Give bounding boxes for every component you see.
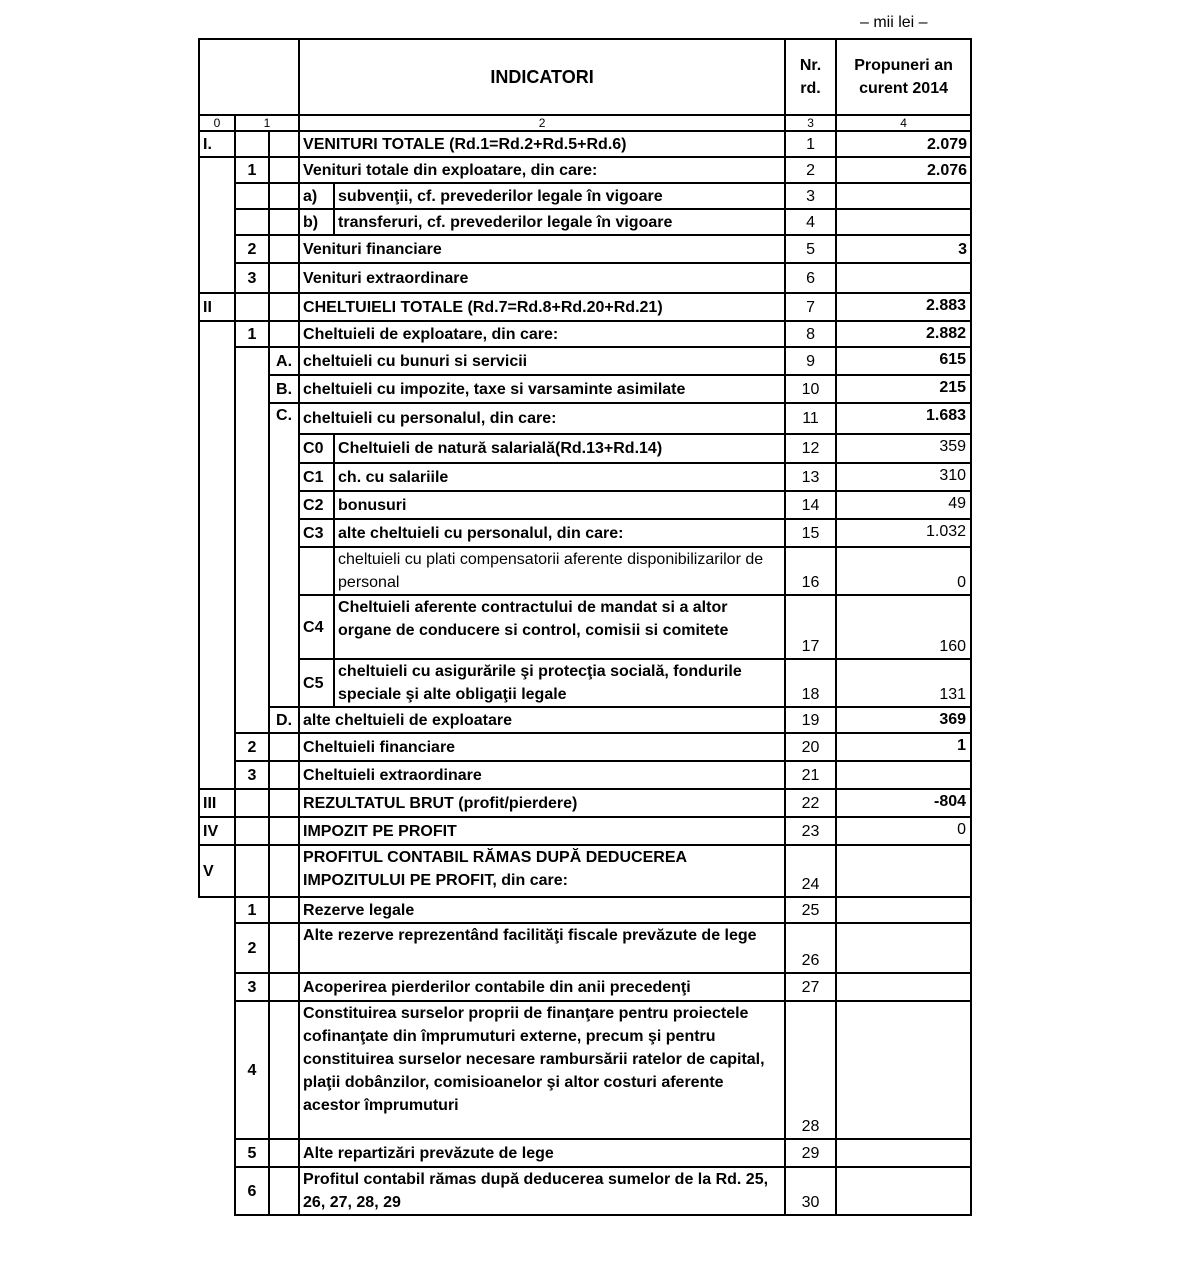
row-text: cheltuieli cu bunuri si servicii — [299, 347, 785, 375]
row-nr: 30 — [785, 1167, 836, 1215]
row-text: Cheltuieli aferente contractului de mandat si a altor organe de conducere si control, comisii si comitete — [334, 595, 785, 659]
table-row — [199, 131, 971, 157]
row-letter: D. — [269, 707, 299, 733]
row-letter: B. — [269, 375, 299, 403]
row-nr: 23 — [785, 817, 836, 845]
table-row — [199, 1001, 971, 1139]
row-text: REZULTATUL BRUT (profit/pierdere) — [299, 789, 785, 817]
row-nr: 2 — [785, 157, 836, 183]
row-text: bonusuri — [334, 491, 785, 519]
table-row — [199, 733, 971, 761]
row-nr: 29 — [785, 1139, 836, 1167]
row-value — [836, 973, 971, 1001]
table-row — [199, 897, 971, 923]
row-nr: 7 — [785, 293, 836, 321]
table-row — [199, 347, 971, 375]
row-nr: 22 — [785, 789, 836, 817]
row-nr: 14 — [785, 491, 836, 519]
row-text: ch. cu salariile — [334, 463, 785, 491]
table-row — [199, 209, 971, 235]
row-text: alte cheltuieli de exploatare — [299, 707, 785, 733]
row-nr: 10 — [785, 375, 836, 403]
row-code: C2 — [299, 491, 334, 519]
table-row — [199, 403, 971, 434]
row-value — [836, 183, 971, 209]
row-letter: b) — [299, 209, 334, 235]
row-value: 0 — [836, 547, 971, 595]
column-index-row — [199, 115, 971, 131]
row-text: cheltuieli cu plati compensatorii aferente disponibilizarilor de personal — [334, 547, 785, 595]
row-nr: 28 — [785, 1001, 836, 1139]
header-blank — [199, 39, 299, 115]
row-text: subvenţii, cf. prevederilor legale în vigoare — [334, 183, 785, 209]
row-arabic: 1 — [235, 321, 269, 347]
row-value: 615 — [836, 347, 971, 375]
budget-table — [198, 38, 972, 1216]
row-value: 215 — [836, 375, 971, 403]
row-arabic: 1 — [235, 157, 269, 183]
table-row — [199, 789, 971, 817]
row-nr: 16 — [785, 547, 836, 595]
row-value: 359 — [836, 434, 971, 463]
row-text: Venituri extraordinare — [299, 263, 785, 293]
header-indicatori: INDICATORI — [299, 39, 785, 115]
row-text: IMPOZIT PE PROFIT — [299, 817, 785, 845]
row-value — [836, 1001, 971, 1139]
row-text: Venituri totale din exploatare, din care: — [299, 157, 785, 183]
row-code: C4 — [299, 595, 334, 659]
row-value: 1.683 — [836, 403, 971, 434]
row-arabic: 1 — [235, 897, 269, 923]
row-text: VENITURI TOTALE (Rd.1=Rd.2+Rd.5+Rd.6) — [299, 131, 785, 157]
row-nr: 8 — [785, 321, 836, 347]
table-row — [199, 1167, 971, 1215]
row-roman: I. — [199, 131, 235, 157]
table-row — [199, 434, 971, 463]
row-text: Rezerve legale — [299, 897, 785, 923]
row-arabic: 4 — [235, 1001, 269, 1139]
row-nr: 27 — [785, 973, 836, 1001]
col-index-1: 1 — [235, 115, 299, 131]
row-code — [299, 547, 334, 595]
row-text: CHELTUIELI TOTALE (Rd.7=Rd.8+Rd.20+Rd.21) — [299, 293, 785, 321]
row-text: Acoperirea pierderilor contabile din anii precedenţi — [299, 973, 785, 1001]
row-value: -804 — [836, 789, 971, 817]
row-value: 49 — [836, 491, 971, 519]
row-nr: 21 — [785, 761, 836, 789]
row-arabic: 2 — [235, 235, 269, 263]
row-value: 0 — [836, 817, 971, 845]
row-nr: 5 — [785, 235, 836, 263]
table-row — [199, 1139, 971, 1167]
row-roman: III — [199, 789, 235, 817]
table-row — [199, 235, 971, 263]
row-value — [836, 209, 971, 235]
row-code: C0 — [299, 434, 334, 463]
row-text: Cheltuieli de natură salarială(Rd.13+Rd.14) — [334, 434, 785, 463]
row-text: cheltuieli cu impozite, taxe si varsaminte asimilate — [299, 375, 785, 403]
row-text: Profitul contabil rămas după deducerea sumelor de la Rd. 25, 26, 27, 28, 29 — [299, 1167, 785, 1215]
row-letter: A. — [269, 347, 299, 375]
table-row — [199, 519, 971, 547]
row-nr: 18 — [785, 659, 836, 707]
row-text: Alte repartizări prevăzute de lege — [299, 1139, 785, 1167]
row-value: 369 — [836, 707, 971, 733]
row-letter: a) — [299, 183, 334, 209]
row-nr: 9 — [785, 347, 836, 375]
table-row — [199, 659, 971, 707]
row-value — [836, 761, 971, 789]
row-arabic: 6 — [235, 1167, 269, 1215]
header-nr-rd: Nr. rd. — [785, 39, 836, 115]
table-row — [199, 183, 971, 209]
row-nr: 20 — [785, 733, 836, 761]
row-nr: 25 — [785, 897, 836, 923]
row-value: 2.076 — [836, 157, 971, 183]
row-text: PROFITUL CONTABIL RĂMAS DUPĂ DEDUCEREA IMPOZITULUI PE PROFIT, din care: — [299, 845, 785, 897]
row-arabic: 5 — [235, 1139, 269, 1167]
row-arabic: 3 — [235, 973, 269, 1001]
row-code: C3 — [299, 519, 334, 547]
unit-label: – mii lei – — [860, 14, 928, 31]
row-nr: 26 — [785, 923, 836, 973]
row-value: 2.882 — [836, 321, 971, 347]
row-text: cheltuieli cu asigurările şi protecţia socială, fondurile speciale şi alte obligaţii legale — [334, 659, 785, 707]
row-nr: 15 — [785, 519, 836, 547]
row-value — [836, 1167, 971, 1215]
row-roman: II — [199, 293, 235, 321]
row-arabic: 3 — [235, 263, 269, 293]
row-value: 160 — [836, 595, 971, 659]
row-value: 1 — [836, 733, 971, 761]
row-nr: 11 — [785, 403, 836, 434]
row-text: Alte rezerve reprezentând facilităţi fiscale prevăzute de lege — [299, 923, 785, 973]
row-value: 1.032 — [836, 519, 971, 547]
row-value — [836, 845, 971, 897]
row-value: 2.883 — [836, 293, 971, 321]
row-value — [836, 923, 971, 973]
row-nr: 13 — [785, 463, 836, 491]
row-value — [836, 897, 971, 923]
row-code: C5 — [299, 659, 334, 707]
row-value: 310 — [836, 463, 971, 491]
row-value: 3 — [836, 235, 971, 263]
table-row — [199, 707, 971, 733]
header-row — [199, 39, 971, 115]
table-row — [199, 321, 971, 347]
table-row — [199, 845, 971, 897]
row-value — [836, 263, 971, 293]
col-index-0: 0 — [199, 115, 235, 131]
table-row — [199, 491, 971, 519]
table-row — [199, 761, 971, 789]
row-text: Cheltuieli de exploatare, din care: — [299, 321, 785, 347]
col-index-4: 4 — [836, 115, 971, 131]
table-row — [199, 817, 971, 845]
row-nr: 19 — [785, 707, 836, 733]
row-nr: 17 — [785, 595, 836, 659]
row-nr: 12 — [785, 434, 836, 463]
table-row — [199, 293, 971, 321]
table-row — [199, 463, 971, 491]
row-text: alte cheltuieli cu personalul, din care: — [334, 519, 785, 547]
row-roman: V — [199, 845, 235, 897]
row-text: transferuri, cf. prevederilor legale în vigoare — [334, 209, 785, 235]
row-arabic: 2 — [235, 923, 269, 973]
table-row — [199, 923, 971, 973]
row-nr: 1 — [785, 131, 836, 157]
row-value: 2.079 — [836, 131, 971, 157]
row-nr: 4 — [785, 209, 836, 235]
row-text: Cheltuieli financiare — [299, 733, 785, 761]
row-text: cheltuieli cu personalul, din care: — [299, 403, 785, 434]
table-row — [199, 263, 971, 293]
row-value — [836, 1139, 971, 1167]
row-value: 131 — [836, 659, 971, 707]
row-letter: C. — [269, 403, 299, 707]
row-nr: 3 — [785, 183, 836, 209]
row-text: Constituirea surselor proprii de finanţare pentru proiectele cofinanţate din împrumuturi externe, precum şi pentru constituirea surselor necesare rambursării ratelor de capital, plaţii dobânzilor, comisioanelor şi altor costuri aferente acestor împrumuturi — [299, 1001, 785, 1139]
row-text: Venituri financiare — [299, 235, 785, 263]
table-row — [199, 157, 971, 183]
row-text: Cheltuieli extraordinare — [299, 761, 785, 789]
table-row — [199, 375, 971, 403]
header-propuneri: Propuneri an curent 2014 — [836, 39, 971, 115]
table-row — [199, 547, 971, 595]
row-roman: IV — [199, 817, 235, 845]
table-row — [199, 595, 971, 659]
col-index-2: 2 — [299, 115, 785, 131]
row-code: C1 — [299, 463, 334, 491]
row-nr: 6 — [785, 263, 836, 293]
table-row — [199, 973, 971, 1001]
row-nr: 24 — [785, 845, 836, 897]
row-arabic: 3 — [235, 761, 269, 789]
row-arabic: 2 — [235, 733, 269, 761]
col-index-3: 3 — [785, 115, 836, 131]
